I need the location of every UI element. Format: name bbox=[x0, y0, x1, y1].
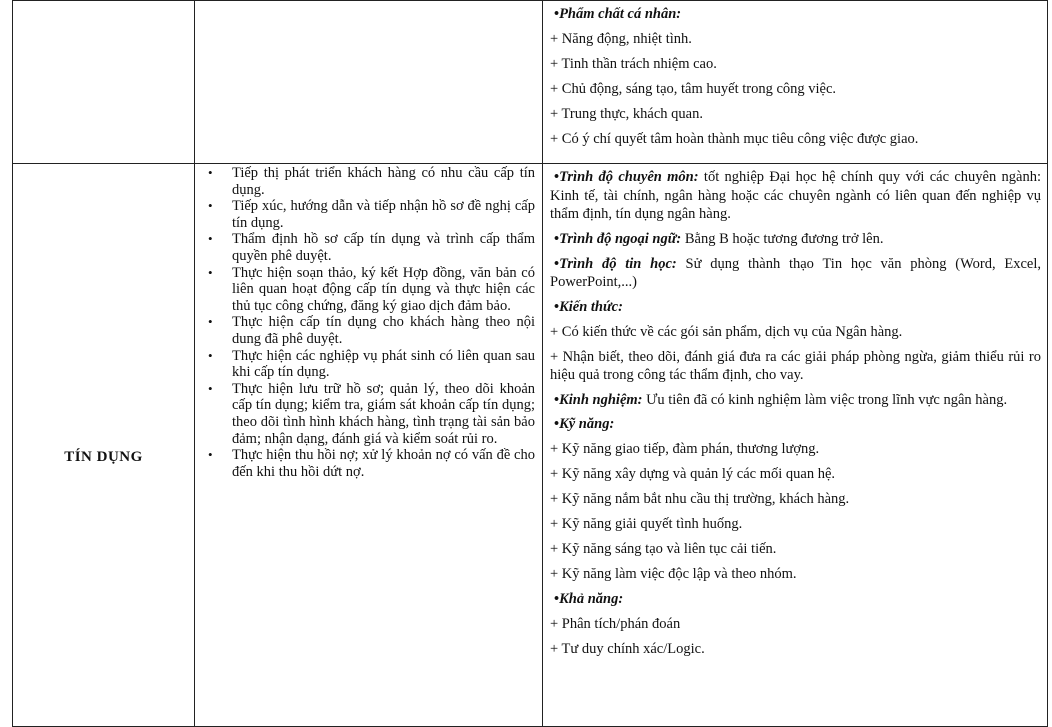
list-item bbox=[208, 165, 535, 198]
skills-item: + Kỹ năng giao tiếp, đàm phán, thương lượng. bbox=[550, 441, 820, 457]
knowledge-heading-line bbox=[550, 298, 1041, 317]
ability-heading-line bbox=[550, 590, 1041, 609]
experience-heading: Kinh nghiệm: bbox=[559, 391, 643, 408]
task-text: Thực hiện thu hồi nợ; xử lý khoản nợ có vấn đề cho đến khi thu hồi dứt nợ. bbox=[232, 447, 535, 480]
skills-item: + Kỹ năng làm việc độc lập và theo nhóm. bbox=[550, 566, 797, 582]
table-row bbox=[13, 164, 1048, 727]
requirements-cell bbox=[543, 1, 1048, 164]
table-row bbox=[13, 1, 1048, 164]
bullet-dot-icon: • bbox=[208, 231, 213, 247]
personal-item: + Chủ động, sáng tạo, tâm huyết trong công việc. bbox=[550, 81, 837, 97]
bullet-dot-icon: • bbox=[554, 416, 560, 432]
skills-item: + Kỹ năng giải quyết tình huống. bbox=[550, 516, 743, 532]
department-cell-empty bbox=[13, 1, 195, 164]
skills-heading: Kỹ năng: bbox=[559, 416, 615, 432]
knowledge-item: + Nhận biết, theo dõi, đánh giá đưa ra các giải pháp phòng ngừa, giảm thiểu rủi ro hiệu quả trong công tác thẩm định, cho vay. bbox=[550, 348, 1041, 383]
bullet-dot-icon: • bbox=[208, 198, 213, 214]
personal-item: + Có ý chí quyết tâm hoàn thành mục tiêu công việc được giao. bbox=[550, 131, 919, 147]
list-item bbox=[208, 347, 535, 381]
task-text: Thực hiện các nghiệp vụ phát sinh có liên quan sau khi cấp tín dụng. bbox=[232, 347, 535, 381]
language-text: Bằng B hoặc tương đương trở lên. bbox=[681, 230, 884, 247]
bullet-dot-icon: • bbox=[554, 391, 560, 408]
bullet-dot-icon: • bbox=[208, 264, 213, 280]
personal-heading: Phẩm chất cá nhân: bbox=[559, 6, 682, 22]
experience-text: Ưu tiên đã có kinh nghiệm làm việc trong lĩnh vực ngân hàng. bbox=[642, 391, 1008, 408]
bullet-dot-icon: • bbox=[554, 230, 560, 247]
task-text: Thực hiện soạn thảo, ký kết Hợp đồng, văn bản có liên quan hoạt động cấp tín dụng và thực hiện các thủ tục công chứng, đăng ký giao dịch đảm bảo. bbox=[232, 264, 535, 314]
list-item bbox=[208, 447, 535, 480]
education-text: tốt nghiệp Đại học hệ chính quy với các chuyên ngành: Kinh tế, tài chính, ngân hàng hoặc các chuyên ngành có liên quan đến nghiệp vụ thẩm định, tín dụng ngân hàng. bbox=[550, 169, 1041, 222]
list-item bbox=[208, 231, 535, 264]
personal-heading-line bbox=[550, 5, 1041, 24]
task-text: Thẩm định hồ sơ cấp tín dụng và trình cấp thẩm quyền phê duyệt. bbox=[232, 231, 535, 264]
task-text: Tiếp xúc, hướng dẫn và tiếp nhận hồ sơ đề nghị cấp tín dụng. bbox=[232, 198, 535, 231]
bullet-dot-icon: • bbox=[208, 347, 213, 363]
tasks-cell-empty bbox=[195, 1, 543, 164]
task-text: Thực hiện lưu trữ hồ sơ; quản lý, theo dõi khoản cấp tín dụng; kiểm tra, giám sát khoản cấp tín dụng; theo dõi tình hình khách hàng, tình trạng tài sản bảo đảm; nhận dạng, đánh giá và kiểm soát rủi ro. bbox=[232, 380, 535, 447]
bullet-dot-icon: • bbox=[554, 6, 560, 22]
it-text: Sử dụng thành thạo Tin học văn phòng (Word, Excel, PowerPoint,...) bbox=[550, 255, 1042, 290]
list-item bbox=[208, 198, 535, 231]
it-line bbox=[550, 255, 1041, 292]
task-text: Tiếp thị phát triển khách hàng có nhu cầu cấp tín dụng. bbox=[232, 165, 535, 198]
language-heading: Trình độ ngoại ngữ: bbox=[559, 230, 682, 247]
bullet-dot-icon: • bbox=[554, 591, 560, 607]
experience-line bbox=[550, 391, 1041, 410]
tasks-cell bbox=[195, 164, 543, 727]
ability-heading: Khả năng: bbox=[559, 591, 624, 607]
tasks-list bbox=[202, 165, 535, 480]
skills-item: + Kỹ năng sáng tạo và liên tục cải tiến. bbox=[550, 541, 777, 557]
department-cell bbox=[13, 164, 195, 727]
education-line bbox=[550, 168, 1041, 224]
education-heading: Trình độ chuyên môn: bbox=[559, 169, 699, 185]
bullet-dot-icon: • bbox=[554, 298, 560, 315]
job-requirements-table bbox=[12, 0, 1048, 727]
skills-item: + Kỹ năng nắm bắt nhu cầu thị trường, khách hàng. bbox=[550, 491, 850, 507]
personal-item: + Tinh thần trách nhiệm cao. bbox=[550, 56, 717, 72]
language-line bbox=[550, 230, 1041, 249]
list-item bbox=[208, 264, 535, 315]
ability-item: + Phân tích/phán đoán bbox=[550, 616, 681, 632]
skills-item: + Kỹ năng xây dựng và quản lý các mối quan hệ. bbox=[550, 466, 836, 482]
personal-item: + Trung thực, khách quan. bbox=[550, 106, 703, 122]
bullet-dot-icon: • bbox=[554, 169, 560, 185]
personal-item: + Năng động, nhiệt tình. bbox=[550, 31, 692, 47]
knowledge-item: + Có kiến thức về các gói sản phẩm, dịch vụ của Ngân hàng. bbox=[550, 323, 903, 340]
task-text: Thực hiện cấp tín dụng cho khách hàng theo nội dung đã phê duyệt. bbox=[232, 314, 535, 347]
requirements-cell bbox=[543, 164, 1048, 727]
bullet-dot-icon: • bbox=[208, 447, 213, 463]
ability-item: + Tư duy chính xác/Logic. bbox=[550, 641, 705, 657]
list-item bbox=[208, 314, 535, 347]
bullet-dot-icon: • bbox=[208, 380, 213, 396]
it-heading: Trình độ tin học: bbox=[559, 255, 677, 272]
bullet-dot-icon: • bbox=[554, 255, 560, 272]
department-name: TÍN DỤNG bbox=[64, 448, 143, 465]
skills-heading-line bbox=[550, 415, 1041, 434]
knowledge-heading: Kiến thức: bbox=[559, 298, 623, 315]
list-item bbox=[208, 380, 535, 447]
bullet-dot-icon: • bbox=[208, 165, 213, 180]
bullet-dot-icon: • bbox=[208, 314, 213, 330]
